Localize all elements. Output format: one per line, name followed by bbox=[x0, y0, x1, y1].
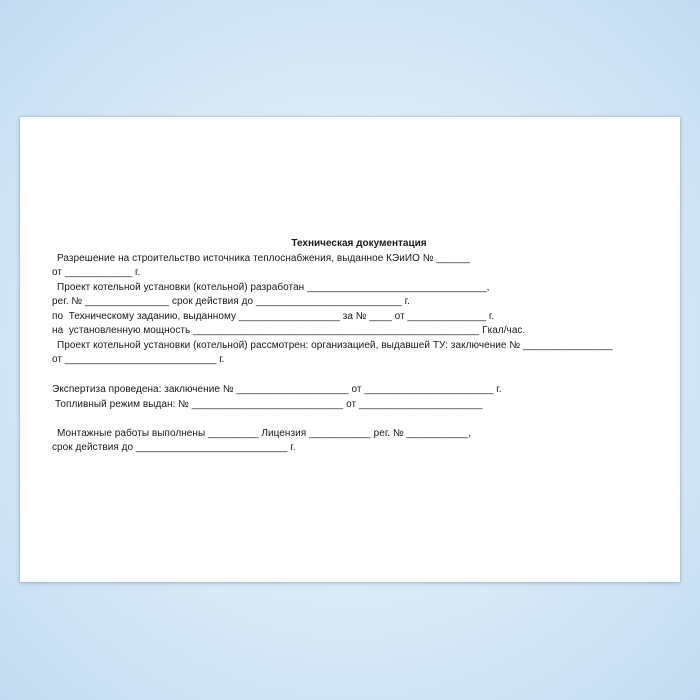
project-review-line: Проект котельной установки (котельной) рассмотрен: организацией, выдавшей ТУ: заключение № ________________ bbox=[57, 340, 613, 351]
capacity-line: на установленную мощность ___________________________________________________ Гкал/час. bbox=[52, 325, 526, 336]
document-sheet bbox=[20, 117, 680, 582]
technical-assignment-line: по Техническому заданию, выданному __________________ за № ____ от ______________ г. bbox=[52, 311, 495, 322]
license-validity-line: срок действия до ___________________________ г. bbox=[52, 442, 296, 453]
registration-line: рег. № _______________ срок действия до __________________________ г. bbox=[52, 296, 410, 307]
fuel-regime-line: Топливный режим выдан: № ___________________________ от ______________________ bbox=[55, 399, 483, 410]
project-developer-line: Проект котельной установки (котельной) разработан ________________________________, bbox=[57, 282, 490, 293]
expertise-line: Экспертиза проведена: заключение № ____________________ от _______________________ г. bbox=[52, 384, 502, 395]
permit-line: Разрешение на строительство источника теплоснабжения, выданное КЭиИО № ______ bbox=[57, 253, 471, 264]
installation-works-line: Монтажные работы выполнены _________ Лицензия ___________ рег. № ___________, bbox=[57, 428, 472, 439]
permit-date-line: от ____________ г. bbox=[52, 267, 141, 278]
document-title: Техническая документация bbox=[291, 238, 427, 249]
document-content bbox=[20, 117, 680, 582]
review-date-line: от ___________________________ г. bbox=[52, 354, 225, 365]
